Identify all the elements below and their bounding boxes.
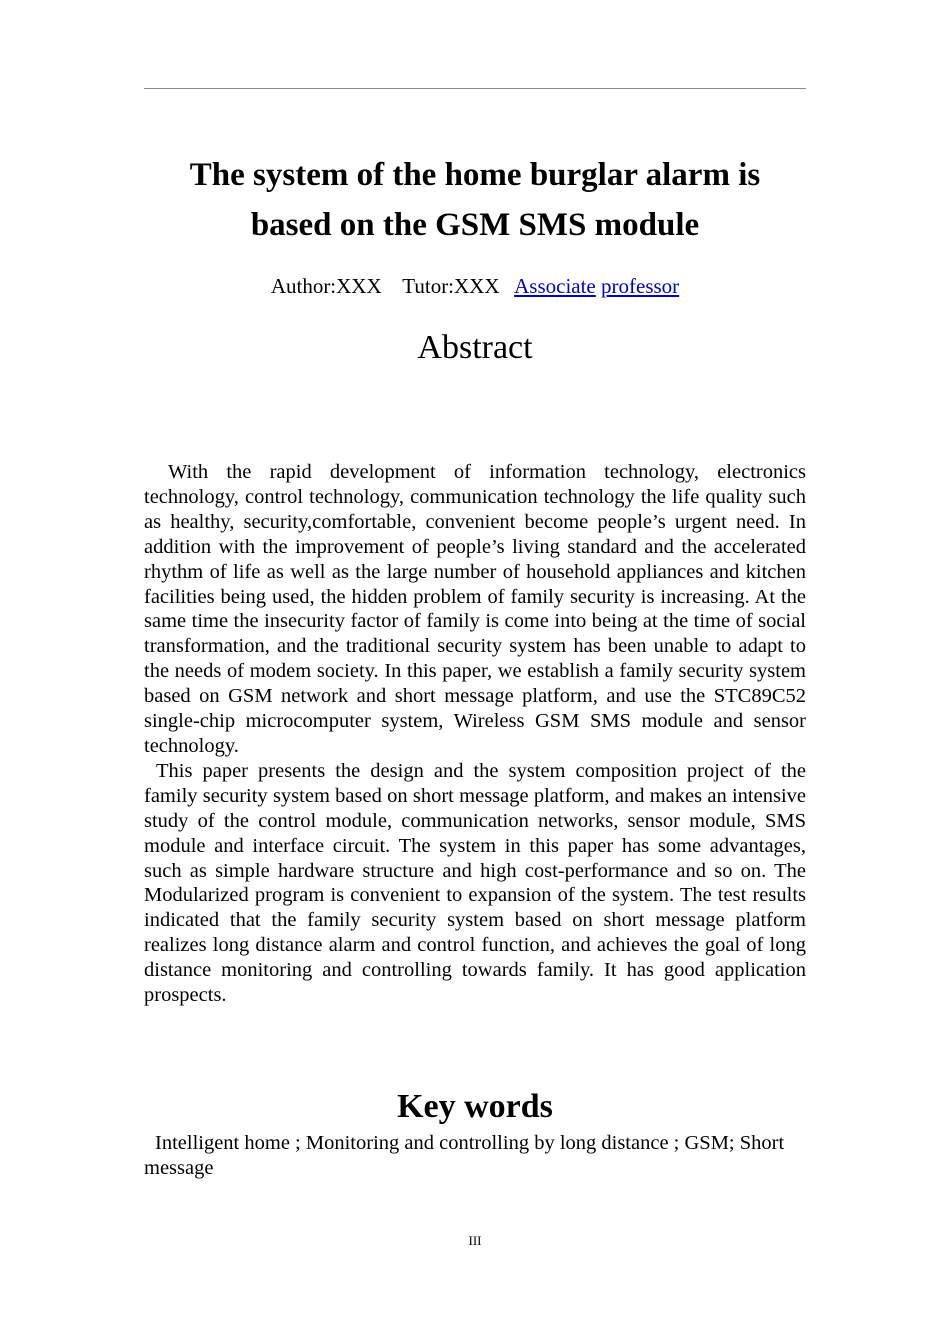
paper-title	[144, 150, 806, 250]
abstract-paragraph: This paper presents the design and the system composition project of the family security system based on short message platform, and makes an intensive study of the control module, communication networks, sensor module, SMS module and interface circuit. The system in this paper has some advantages, such as simple hardware structure and high cost-performance and so on. The Modularized program is convenient to expansion of the system. The test results indicated that the family security system based on short message platform realizes long distance alarm and control function, and achieves the goal of long distance monitoring and controlling towards family. It has good application prospects.	[144, 759, 806, 1007]
keywords-text: Intelligent home ; Monitoring and controlling by long distance ; GSM; Short message	[144, 1132, 785, 1179]
paper-title-line-2: based on the GSM SMS module	[250, 207, 700, 243]
abstract-body	[144, 460, 806, 1008]
abstract-paragraph: With the rapid development of information technology, electronics technology, control technology, communication technology the life quality such as healthy, security,comfortable, convenient become people’s urgent need. In addition with the improvement of people’s living standard and the accelerated rhythm of life as well as the large number of household appliances and kitchen facilities being used, the hidden problem of family security is increasing. At the same time the insecurity factor of family is come into being at the time of social transformation, and the traditional security system has been unable to adapt to the needs of modem society. In this paper, we establish a family security system based on GSM network and short message platform, and use the STC89C52 single-chip microcomputer system, Wireless GSM SMS module and sensor technology.	[144, 461, 806, 757]
tutor-name: Tutor:XXX	[402, 274, 500, 298]
page-number: III	[468, 1233, 482, 1248]
paper-title-line-1: The system of the home burglar alarm is	[189, 157, 761, 193]
professor-link[interactable]: professor	[601, 274, 680, 298]
header-rule	[144, 88, 806, 89]
associate-link[interactable]: Associate	[514, 274, 596, 298]
author-byline	[144, 272, 806, 300]
abstract-heading: Abstract	[417, 329, 533, 366]
author-name: Author:XXX	[270, 274, 382, 298]
keywords-heading: Key words	[397, 1088, 553, 1125]
